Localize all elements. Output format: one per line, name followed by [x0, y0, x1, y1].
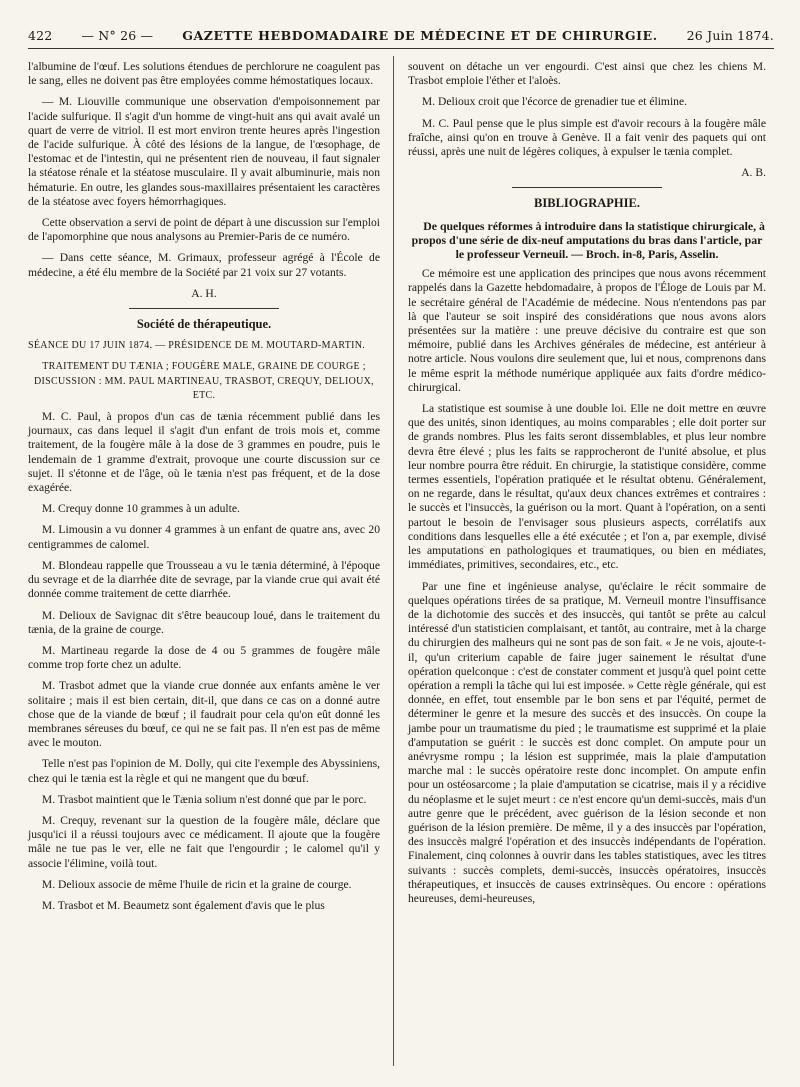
session-line: SÉANCE DU 17 JUIN 1874. — PRÉSIDENCE DE M. MOUTARD-MARTIN. [28, 340, 366, 352]
section-heading: BIBLIOGRAPHIE. [534, 196, 640, 211]
section-heading: Société de thérapeutique. [136, 317, 272, 332]
left-column [28, 60, 380, 920]
book-title: De quelques réformes à introduire dans la statistique chirurgicale, à propos d'une série de dix-neuf amputations du bras dans l'article, par le professeur Verneuil. — Broch. in-8, Paris, Asselin. [411, 218, 765, 262]
paragraph: M. Delioux croit que l'écorce de grenadier tue et élimine. [421, 95, 688, 109]
paragraph: La statistique est soumise à une double loi. Elle ne doit mettre en œuvre que des unités, sinon identiques, au moins comparables ; elle doit porter sur de grands nombres. Plus les faits seront dissemblables, et plus leur nombre devra être élevé ; plus les faits se rapprocheront de l'unité absolue, et plus leur nombre pourra être réduit. En chirurgie, la statistique considère, comme termes essentiels, l'opération pratiquée et le résultat obtenu. Généralement, on ne regarde, dans le résultat, qu'aux deux chances extrêmes et contraires : le succès et l'insuccès, la guérison ou la mort. Quant à l'opération, on a senti partout le besoin de l'envisager sous plusieurs aspects, corrélatifs aux conditions dans lesquelles elle a été exécutée ; et l'on a, par exemple, divisé les amputations en pathologiques et traumatiques, ou bien en médiates, immédiates, primitives, secondaires, etc., etc. [408, 402, 766, 572]
page-number: 422 [28, 27, 53, 43]
paragraph: Ce mémoire est une application des principes que nous avons récemment rappelés dans la Gazette hebdomadaire, à propos de l'Éloge de Louis par M. le secrétaire général de l'Académie de médecine. Nous n'entendons pas par là que l'auteur se soit inspiré des considérations que nous avons alors présentées sur la matière : une preuve décisive du contraire est que son mémoire, publié dans les Archives générales de médecine, est antérieur à notre article. Nous voulons dire seulement que, lui et nous, comprenons dans le même esprit la méthode numérique appliquée aux faits d'ordre médico-chirurgical. [408, 267, 766, 394]
signature: A. H. [191, 286, 217, 300]
paragraph: l'albumine de l'œuf. Les solutions étendues de perchlorure ne coagulent pas le sang, elles ne doivent pas être employées comme hémostatiques locaux. [28, 60, 380, 88]
paragraph: M. C. Paul pense que le plus simple est d'avoir recours à la fougère mâle fraîche, ainsi qu'on en trouve à Genève. Il a fait venir des paquets qui ont réussi, après une nuit de légères coliques, à expulser le tænia complet. [408, 116, 766, 159]
paragraph: M. Blondeau rappelle que Trousseau a vu le tænia déterminé, à l'époque du sevrage et de la diarrhée dite de sevrage, par la viande crue qui avait été donnée comme traitement de cette diarrhée. [28, 558, 380, 601]
paragraph: M. Trasbot maintient que le Tænia solium n'est donné que par le porc. [41, 792, 367, 806]
agenda-line: TRAITEMENT DU TÆNIA ; FOUGÈRE MALE, GRAINE DE COURGE ; DISCUSSION : MM. PAUL MARTINEAU, TRASBOT, CREQUY, DELIOUX, ETC. [34, 361, 374, 401]
running-header [28, 22, 774, 49]
paragraph: — Dans cette séance, M. Grimaux, professeur agrégé à l'École de médecine, a été élu membre de la Société par 21 voix sur 27 votants. [28, 251, 380, 279]
paragraph: M. Crequy, revenant sur la question de la fougère mâle, déclare que jusqu'ici il a réussi toujours avec ce médicament. Il ajoute que la fougère mâle ne tue pas le ver, elle ne fait que l'engourdir ; le calomel qu'il y associe l'élimine, voilà tout. [28, 813, 380, 870]
paragraph: M. Limousin a vu donner 4 grammes à un enfant de quatre ans, avec 20 centigrammes de calomel. [28, 523, 380, 551]
journal-title: GAZETTE HEBDOMADAIRE DE MÉDECINE ET DE CHIRURGIE. [182, 27, 658, 43]
paragraph: M. C. Paul, à propos d'un cas de tænia récemment publié dans les journaux, cas dans lequel il s'agit d'un enfant de trois mois et, comme traitement, de la fougère mâle à la dose de 3 grammes en poudre, puis le lendemain de 1 gramme d'extrait, provoque une courte discussion sur ce sujet. Il s'étonne et de l'âge, où le tænia n'est pas fréquent, et de la dose exagérée. [28, 410, 380, 495]
paragraph: M. Trasbot admet que la viande crue donnée aux enfants amène le ver solitaire ; mais il est bien certain, dit-il, que dans ce cas on a donné autre chose que de la viande de bœuf ; il faudrait pour cela qu'on eût donné les membranes séreuses du bœuf, ce qui ne se fait pas. Il n'en est pas de même avec le mouton. [28, 679, 380, 750]
issue-number: — N° 26 — [81, 27, 154, 43]
right-column [408, 60, 766, 913]
paragraph: Telle n'est pas l'opinion de M. Dolly, qui cite l'exemple des Abyssiniens, chez qui le tænia est la règle et qui ne mangent que du bœuf. [28, 757, 380, 785]
paragraph: M. Delioux de Savignac dit s'être beaucoup loué, dans le traitement du tænia, de la graine de courge. [28, 608, 380, 636]
issue-date: 26 Juin 1874. [686, 27, 774, 43]
paragraph: Cette observation a servi de point de départ à une discussion sur l'emploi de l'apomorphine que nous analysons au Premier-Paris de ce numéro. [28, 216, 380, 244]
separator-rule [512, 187, 662, 188]
paragraph: M. Crequy donne 10 grammes à un adulte. [41, 502, 240, 516]
signature: A. B. [741, 166, 766, 180]
paragraph: — M. Liouville communique une observation d'empoisonnement par l'acide sulfurique. Il s'agit d'un homme de vingt-huit ans qui avait avalé un quart de verre de vitriol. Il est mort environ trente heures après l'ingestion de l'acide sulfurique. À côté des lésions de la langue, de l'œsophage, de l'estomac et de l'intestin, qui ne présentent rien de nouveau, il faut signaler la stéatose rénale et la stéatose musculaire. Il y avait albuminurie, mais non hématurie. En outre, les glandes sous-maxillaires présentaient les caractères de la stéatose avec foyers hémorrhagiques. [28, 95, 380, 208]
separator-rule [129, 308, 279, 309]
paragraph: M. Trasbot et M. Beaumetz sont également d'avis que le plus [41, 898, 325, 912]
paragraph: souvent on détache un ver engourdi. C'est ainsi que chez les chiens M. Trasbot emploie l'éther et l'aloès. [408, 60, 766, 88]
paragraph: Par une fine et ingénieuse analyse, qu'éclaire le récit sommaire de quelques opérations tirées de sa pratique, M. Verneuil montre l'insuffisance de la dichotomie des succès et des insuccès, qui tantôt se prête au calcul intéressé d'un statisticien complaisant, et tantôt, au contraire, met à la charge du chirurgien des malheurs qui ne sont pas de son fait. « Je ne vois, ajoute-t-il, qu'un criterium capable de faire juger sainement le résultat d'une opération quelconque : c'est de constater comment et jusqu'à quel point cette opération a rempli la tâche qui lui est imposée. » Cette règle générale, qui est donnée, en effet, tout ensemble par le bon sens et par l'équité, permet de déterminer le genre et la mesure des succès et des insuccès. On coupe la jambe pour un traumatisme du pied ; le traumatisme est supprimé et la plaie d'amputation se guérit : le succès est donc complet. On ampute pour un anévrysme rompu ; la lésion est supprimée, mais la plaie d'amputation marche mal : le succès opératoire reste donc incomplet. On ampute enfin pour un ostéosarcome ; la plaie d'amputation se cicatrise, mais il y a récidive du néoplasme et le sujet meurt : ce n'est encore qu'un demi-succès, mais d'un autre genre que le précédent, avec guérison de la lésion seconde et non guérison de la lésion première. De même, il y a des insuccès par l'opération, des insuccès malgré l'opération et des insuccès indépendants de l'opération. Finalement, cinq colonnes à ouvrir dans les tables statistiques, avec les titres suivants : succès complets, demi-succès, insuccès opératoires, insuccès thérapeutiques, et insuccès de causes extrinsèques. Ou encore : opérations heureuses, demi-heureuses, [408, 579, 766, 905]
paragraph: M. Martineau regarde la dose de 4 ou 5 grammes de fougère mâle comme trop forte chez un adulte. [28, 643, 380, 672]
column-divider [393, 56, 394, 1066]
paragraph: M. Delioux associe de même l'huile de ricin et la graine de courge. [41, 877, 352, 891]
